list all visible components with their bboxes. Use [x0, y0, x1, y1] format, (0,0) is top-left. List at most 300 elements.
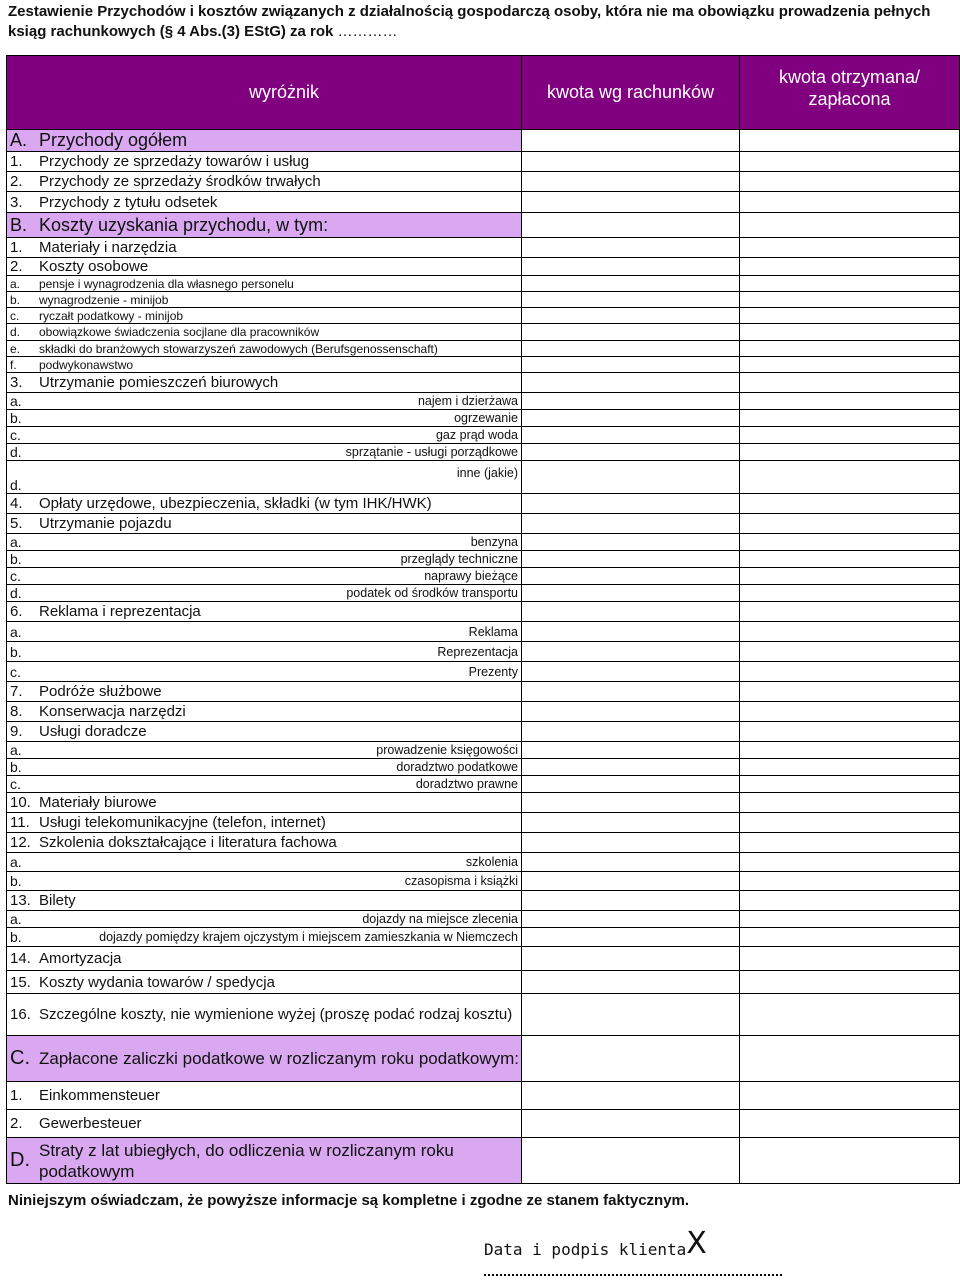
table-row	[7, 410, 960, 427]
amount-paid-cell[interactable]	[740, 662, 960, 682]
amount-paid-cell[interactable]	[740, 1082, 960, 1110]
amount-paid-cell[interactable]	[740, 276, 960, 292]
row-label-cell	[7, 238, 522, 258]
row-index: d.	[10, 325, 21, 339]
row-label-cell	[7, 130, 522, 152]
row-index: d.	[10, 444, 22, 460]
amount-invoice-cell[interactable]	[522, 813, 740, 833]
row-label-cell	[7, 308, 522, 324]
row-label-cell	[7, 813, 522, 833]
row-index: 1.	[10, 153, 23, 170]
row-label-cell	[7, 534, 522, 551]
header-kwota-zaplacona	[740, 56, 960, 130]
row-index: 2.	[10, 1115, 23, 1132]
amount-paid-cell[interactable]	[740, 1110, 960, 1138]
amount-invoice-cell[interactable]	[522, 514, 740, 534]
amount-invoice-cell[interactable]	[522, 872, 740, 891]
amount-paid-cell[interactable]	[740, 192, 960, 213]
row-index: d.	[10, 585, 22, 601]
row-text: Koszty uzyskania przychodu, w tym:	[39, 214, 329, 235]
row-text: Koszty osobowe	[39, 258, 149, 275]
row-text: Przychody z tytułu odsetek	[39, 193, 218, 211]
amount-invoice-cell[interactable]	[522, 1110, 740, 1138]
amount-paid-cell[interactable]	[740, 776, 960, 793]
row-index: b.	[10, 292, 21, 307]
table-row	[7, 793, 960, 813]
row-text: Przychody ogółem	[39, 130, 188, 150]
amount-paid-cell[interactable]	[740, 682, 960, 702]
table-row	[7, 662, 960, 682]
row-text: podwykonawstwo	[39, 357, 134, 372]
row-index: 9.	[10, 723, 23, 740]
table-row	[7, 514, 960, 534]
row-text: Przychody ze sprzedaży środków trwałych	[39, 173, 321, 190]
row-index: c.	[10, 308, 20, 323]
row-index: b.	[10, 873, 22, 889]
amount-paid-cell[interactable]	[740, 911, 960, 928]
amount-paid-cell[interactable]	[740, 494, 960, 514]
row-text: Zapłacone zaliczki podatkowe w rozliczanym roku podatkowym:	[39, 1049, 519, 1068]
row-text: Konserwacja narzędzi	[39, 703, 186, 720]
amount-invoice-cell[interactable]	[522, 994, 740, 1036]
amount-invoice-cell[interactable]	[522, 410, 740, 427]
row-text: podatek od środków transportu	[346, 586, 518, 600]
table-row	[7, 742, 960, 759]
row-text: Przychody ze sprzedaży towarów i usług	[39, 153, 310, 170]
row-index: a.	[10, 623, 22, 640]
row-index: 11.	[10, 814, 30, 831]
amount-invoice-cell[interactable]	[522, 833, 740, 853]
title-year-blank[interactable]: …………	[337, 23, 398, 40]
row-index: a.	[10, 911, 22, 927]
row-label-cell	[7, 292, 522, 308]
row-index: a.	[10, 854, 22, 870]
amount-invoice-cell[interactable]	[522, 947, 740, 971]
row-label-cell	[7, 1138, 522, 1184]
row-text: gaz prąd woda	[435, 428, 518, 442]
amount-invoice-cell[interactable]	[522, 427, 740, 444]
amount-paid-cell[interactable]	[740, 534, 960, 551]
amount-paid-cell[interactable]	[740, 427, 960, 444]
row-label-cell	[7, 622, 522, 642]
row-index: 12.	[10, 834, 31, 851]
table-row	[7, 130, 960, 152]
table-row	[7, 585, 960, 602]
row-label-cell	[7, 276, 522, 292]
row-index: c.	[10, 776, 21, 792]
amount-paid-cell[interactable]	[740, 213, 960, 238]
amount-paid-cell[interactable]	[740, 514, 960, 534]
row-text: Einkommensteuer	[39, 1087, 160, 1104]
row-text: ryczałt podatkowy - minijob	[39, 308, 184, 323]
amount-invoice-cell[interactable]	[522, 568, 740, 585]
row-label-cell	[7, 258, 522, 276]
amount-invoice-cell[interactable]	[522, 276, 740, 292]
row-text: Usługi doradcze	[39, 723, 147, 740]
amount-paid-cell[interactable]	[740, 585, 960, 602]
amount-paid-cell[interactable]	[740, 258, 960, 276]
table-row	[7, 1036, 960, 1082]
amount-invoice-cell[interactable]	[522, 662, 740, 682]
table-row	[7, 152, 960, 172]
amount-invoice-cell[interactable]	[522, 461, 740, 494]
amount-paid-cell[interactable]	[740, 292, 960, 308]
row-index: 2.	[10, 173, 23, 190]
row-text: Koszty wydania towarów / spedycja	[39, 973, 275, 991]
row-text: Szkolenia dokształcające i literatura fachowa	[39, 834, 337, 851]
amount-invoice-cell[interactable]	[522, 1138, 740, 1184]
row-index: d.	[10, 476, 22, 493]
amount-invoice-cell[interactable]	[522, 373, 740, 393]
header-kwota-zaplacona-label: kwota otrzymana/ zapłacona	[778, 67, 921, 109]
table-row	[7, 853, 960, 872]
table-row	[7, 172, 960, 192]
amount-invoice-cell[interactable]	[522, 702, 740, 722]
row-label-cell	[7, 373, 522, 393]
row-label-cell	[7, 642, 522, 662]
amount-invoice-cell[interactable]	[522, 357, 740, 373]
amount-paid-cell[interactable]	[740, 410, 960, 427]
row-label-cell	[7, 947, 522, 971]
amount-invoice-cell[interactable]	[522, 258, 740, 276]
amount-paid-cell[interactable]	[740, 1036, 960, 1082]
table-row	[7, 324, 960, 341]
row-index: a.	[10, 276, 21, 291]
row-label-cell	[7, 853, 522, 872]
row-text: Podróże służbowe	[39, 683, 162, 700]
table-row	[7, 994, 960, 1036]
amount-paid-cell[interactable]	[740, 152, 960, 172]
amount-invoice-cell[interactable]	[522, 642, 740, 662]
amount-invoice-cell[interactable]	[522, 534, 740, 551]
amount-paid-cell[interactable]	[740, 994, 960, 1036]
row-text: doradztwo podatkowe	[396, 760, 518, 774]
table-row	[7, 357, 960, 373]
amount-invoice-cell[interactable]	[522, 602, 740, 622]
amount-paid-cell[interactable]	[740, 341, 960, 357]
table-row	[7, 213, 960, 238]
row-index: 1.	[10, 239, 23, 256]
row-index: 1.	[10, 1087, 23, 1104]
amount-invoice-cell[interactable]	[522, 853, 740, 872]
amount-invoice-cell[interactable]	[522, 393, 740, 410]
amount-invoice-cell[interactable]	[522, 682, 740, 702]
row-index: b.	[10, 643, 22, 660]
amount-invoice-cell[interactable]	[522, 793, 740, 813]
row-text: doradztwo prawne	[415, 777, 518, 791]
row-label-cell	[7, 1082, 522, 1110]
row-index: 10.	[10, 794, 31, 811]
table-row	[7, 702, 960, 722]
amount-invoice-cell[interactable]	[522, 722, 740, 742]
row-text: prowadzenie księgowości	[376, 743, 518, 757]
row-label-cell	[7, 324, 522, 341]
amount-invoice-cell[interactable]	[522, 494, 740, 514]
amount-paid-cell[interactable]	[740, 759, 960, 776]
row-text: dojazdy na miejsce zlecenia	[362, 912, 518, 926]
amount-invoice-cell[interactable]	[522, 130, 740, 152]
table-row	[7, 341, 960, 357]
row-text: sprzątanie - usługi porządkowe	[345, 445, 518, 459]
row-text: naprawy bieżące	[424, 569, 518, 583]
row-index: 5.	[10, 515, 23, 532]
row-text: Reprezentacja	[437, 644, 518, 659]
table-row	[7, 1110, 960, 1138]
table-row	[7, 602, 960, 622]
row-label-cell	[7, 494, 522, 514]
signature-label: Data i podpis klienta	[484, 1240, 687, 1259]
table-row	[7, 776, 960, 793]
signature-line[interactable]	[484, 1272, 782, 1276]
amount-invoice-cell[interactable]	[522, 1082, 740, 1110]
amount-invoice-cell[interactable]	[522, 911, 740, 928]
row-label-cell	[7, 514, 522, 534]
table-row	[7, 872, 960, 891]
amount-paid-cell[interactable]	[740, 742, 960, 759]
row-label-cell	[7, 551, 522, 568]
row-label-cell	[7, 602, 522, 622]
amount-invoice-cell[interactable]	[522, 928, 740, 947]
header-wyroznik: wyróżnik	[7, 56, 522, 130]
row-label-cell	[7, 461, 522, 494]
row-text: najem i dzierżawa	[417, 394, 518, 408]
row-label-cell	[7, 891, 522, 911]
row-text: Reklama	[468, 624, 518, 639]
row-text: czasopisma i książki	[404, 874, 518, 888]
table-row	[7, 1082, 960, 1110]
amount-invoice-cell[interactable]	[522, 152, 740, 172]
table-row	[7, 891, 960, 911]
amount-paid-cell[interactable]	[740, 813, 960, 833]
row-text: szkolenia	[465, 855, 518, 869]
table-row	[7, 622, 960, 642]
row-index: C.	[10, 1047, 30, 1069]
amount-invoice-cell[interactable]	[522, 341, 740, 357]
row-text: Usługi telekomunikacyjne (telefon, internet)	[39, 814, 326, 831]
document-title	[8, 2, 948, 42]
amount-invoice-cell[interactable]	[522, 308, 740, 324]
row-index: a.	[10, 393, 22, 409]
row-index: b.	[10, 410, 22, 426]
row-label-cell	[7, 971, 522, 994]
row-label-cell	[7, 994, 522, 1036]
row-label-cell	[7, 872, 522, 891]
table-row	[7, 276, 960, 292]
header-kwota-rachunki: kwota wg rachunków	[522, 56, 740, 130]
amount-invoice-cell[interactable]	[522, 1036, 740, 1082]
row-text: dojazdy pomiędzy krajem ojczystym i miejscem zamieszkania w Niemczech	[99, 930, 518, 944]
row-index: 13.	[10, 892, 31, 909]
row-label-cell	[7, 793, 522, 813]
table-row	[7, 911, 960, 928]
row-index: 7.	[10, 683, 23, 700]
signature-mark: X	[686, 1226, 707, 1261]
amount-invoice-cell[interactable]	[522, 742, 740, 759]
row-index: b.	[10, 929, 22, 945]
amount-paid-cell[interactable]	[740, 1138, 960, 1184]
row-text: benzyna	[470, 535, 518, 549]
row-text: Szczególne koszty, nie wymienione wyżej (proszę podać rodzaj kosztu)	[39, 1006, 513, 1023]
title-text: Zestawienie Przychodów i kosztów związanych z działalnością gospodarczą osoby, która nie ma obowiązku prowadzenia pełnych ksiąg rachunkowych (§ 4 Abs.(3) EStG) za rok	[8, 3, 931, 40]
table-row	[7, 258, 960, 276]
row-index: a.	[10, 742, 22, 758]
amount-paid-cell[interactable]	[740, 130, 960, 152]
amount-paid-cell[interactable]	[740, 308, 960, 324]
row-text: obowiązkowe świadczenia socjlane dla pracowników	[39, 325, 320, 339]
row-text: Utrzymanie pojazdu	[39, 515, 172, 532]
table-row	[7, 813, 960, 833]
amount-invoice-cell[interactable]	[522, 551, 740, 568]
row-text: Gewerbesteuer	[39, 1115, 142, 1132]
amount-invoice-cell[interactable]	[522, 238, 740, 258]
row-index: 3.	[10, 374, 23, 391]
row-label-cell	[7, 357, 522, 373]
amount-paid-cell[interactable]	[740, 642, 960, 662]
row-label-cell	[7, 662, 522, 682]
row-label-cell	[7, 444, 522, 461]
row-label-cell	[7, 172, 522, 192]
amount-paid-cell[interactable]	[740, 373, 960, 393]
table-row	[7, 682, 960, 702]
row-index: b.	[10, 759, 22, 775]
amount-invoice-cell[interactable]	[522, 192, 740, 213]
amount-invoice-cell[interactable]	[522, 292, 740, 308]
table-row	[7, 292, 960, 308]
amount-paid-cell[interactable]	[740, 833, 960, 853]
table-row	[7, 461, 960, 494]
amount-paid-cell[interactable]	[740, 238, 960, 258]
row-label-cell	[7, 911, 522, 928]
row-label-cell	[7, 1110, 522, 1138]
amount-paid-cell[interactable]	[740, 324, 960, 341]
row-label-cell	[7, 759, 522, 776]
amount-invoice-cell[interactable]	[522, 444, 740, 461]
row-label-cell	[7, 213, 522, 238]
row-label-cell	[7, 833, 522, 853]
row-index: 8.	[10, 703, 23, 720]
table-row	[7, 393, 960, 410]
income-expense-table	[6, 55, 960, 1184]
table-row	[7, 833, 960, 853]
row-label-cell	[7, 1036, 522, 1082]
table-row	[7, 971, 960, 994]
table-row	[7, 373, 960, 393]
amount-paid-cell[interactable]	[740, 971, 960, 994]
amount-invoice-cell[interactable]	[522, 622, 740, 642]
table-header-row	[7, 56, 960, 130]
table-row	[7, 427, 960, 444]
amount-paid-cell[interactable]	[740, 602, 960, 622]
amount-paid-cell[interactable]	[740, 853, 960, 872]
row-index: A.	[10, 130, 28, 150]
amount-invoice-cell[interactable]	[522, 776, 740, 793]
row-label-cell	[7, 928, 522, 947]
amount-invoice-cell[interactable]	[522, 324, 740, 341]
row-index: 14.	[10, 950, 31, 967]
row-label-cell	[7, 722, 522, 742]
row-text: Reklama i reprezentacja	[39, 603, 201, 620]
table-row	[7, 947, 960, 971]
row-index: c.	[10, 427, 21, 443]
amount-paid-cell[interactable]	[740, 702, 960, 722]
row-index: c.	[10, 568, 21, 584]
row-text: ogrzewanie	[454, 411, 518, 425]
row-index: 15.	[10, 973, 31, 991]
amount-paid-cell[interactable]	[740, 461, 960, 494]
amount-paid-cell[interactable]	[740, 568, 960, 585]
row-index: B.	[10, 214, 28, 235]
row-text: Bilety	[39, 892, 76, 909]
row-index: 16.	[10, 1006, 31, 1023]
row-index: D.	[10, 1149, 30, 1171]
amount-paid-cell[interactable]	[740, 172, 960, 192]
row-label-cell	[7, 568, 522, 585]
row-index: 2.	[10, 258, 23, 275]
row-text: Amortyzacja	[39, 950, 122, 967]
row-label-cell	[7, 341, 522, 357]
amount-paid-cell[interactable]	[740, 444, 960, 461]
table-row	[7, 192, 960, 213]
amount-paid-cell[interactable]	[740, 891, 960, 911]
table-row	[7, 238, 960, 258]
amount-paid-cell[interactable]	[740, 357, 960, 373]
row-label-cell	[7, 776, 522, 793]
row-text: przeglądy techniczne	[400, 552, 518, 566]
amount-invoice-cell[interactable]	[522, 971, 740, 994]
amount-paid-cell[interactable]	[740, 928, 960, 947]
row-text: inne (jakie)	[456, 465, 518, 480]
amount-invoice-cell[interactable]	[522, 759, 740, 776]
row-label-cell	[7, 393, 522, 410]
row-text: Opłaty urzędowe, ubezpieczenia, składki (w tym IHK/HWK)	[39, 495, 432, 512]
table-row	[7, 568, 960, 585]
amount-paid-cell[interactable]	[740, 622, 960, 642]
amount-invoice-cell[interactable]	[522, 585, 740, 602]
table-row	[7, 551, 960, 568]
row-index: c.	[10, 663, 21, 680]
row-text: wynagrodzenie - minijob	[39, 292, 169, 307]
amount-paid-cell[interactable]	[740, 947, 960, 971]
row-text: pensje i wynagrodzenia dla własnego personelu	[39, 276, 294, 291]
signature-area	[484, 1226, 960, 1280]
row-label-cell	[7, 152, 522, 172]
row-text: Materiały biurowe	[39, 794, 157, 811]
amount-paid-cell[interactable]	[740, 722, 960, 742]
row-index: 3.	[10, 193, 23, 211]
row-label-cell	[7, 702, 522, 722]
amount-invoice-cell[interactable]	[522, 891, 740, 911]
table-row	[7, 494, 960, 514]
row-index: 4.	[10, 495, 23, 512]
declaration-statement: Niniejszym oświadczam, że powyższe informacje są kompletne i zgodne ze stanem faktycznym.	[8, 1192, 690, 1209]
amount-paid-cell[interactable]	[740, 551, 960, 568]
table-row	[7, 1138, 960, 1184]
amount-paid-cell[interactable]	[740, 793, 960, 813]
row-text: Straty z lat ubiegłych, do odliczenia w rozliczanym roku podatkowym	[39, 1140, 454, 1181]
row-text: Prezenty	[468, 664, 518, 679]
row-text: Materiały i narzędzia	[39, 239, 177, 256]
table-row	[7, 444, 960, 461]
row-index: a.	[10, 534, 22, 550]
row-label-cell	[7, 427, 522, 444]
table-row	[7, 534, 960, 551]
table-row	[7, 928, 960, 947]
amount-invoice-cell[interactable]	[522, 172, 740, 192]
amount-invoice-cell[interactable]	[522, 213, 740, 238]
amount-paid-cell[interactable]	[740, 393, 960, 410]
row-index: e.	[10, 341, 21, 356]
amount-paid-cell[interactable]	[740, 872, 960, 891]
